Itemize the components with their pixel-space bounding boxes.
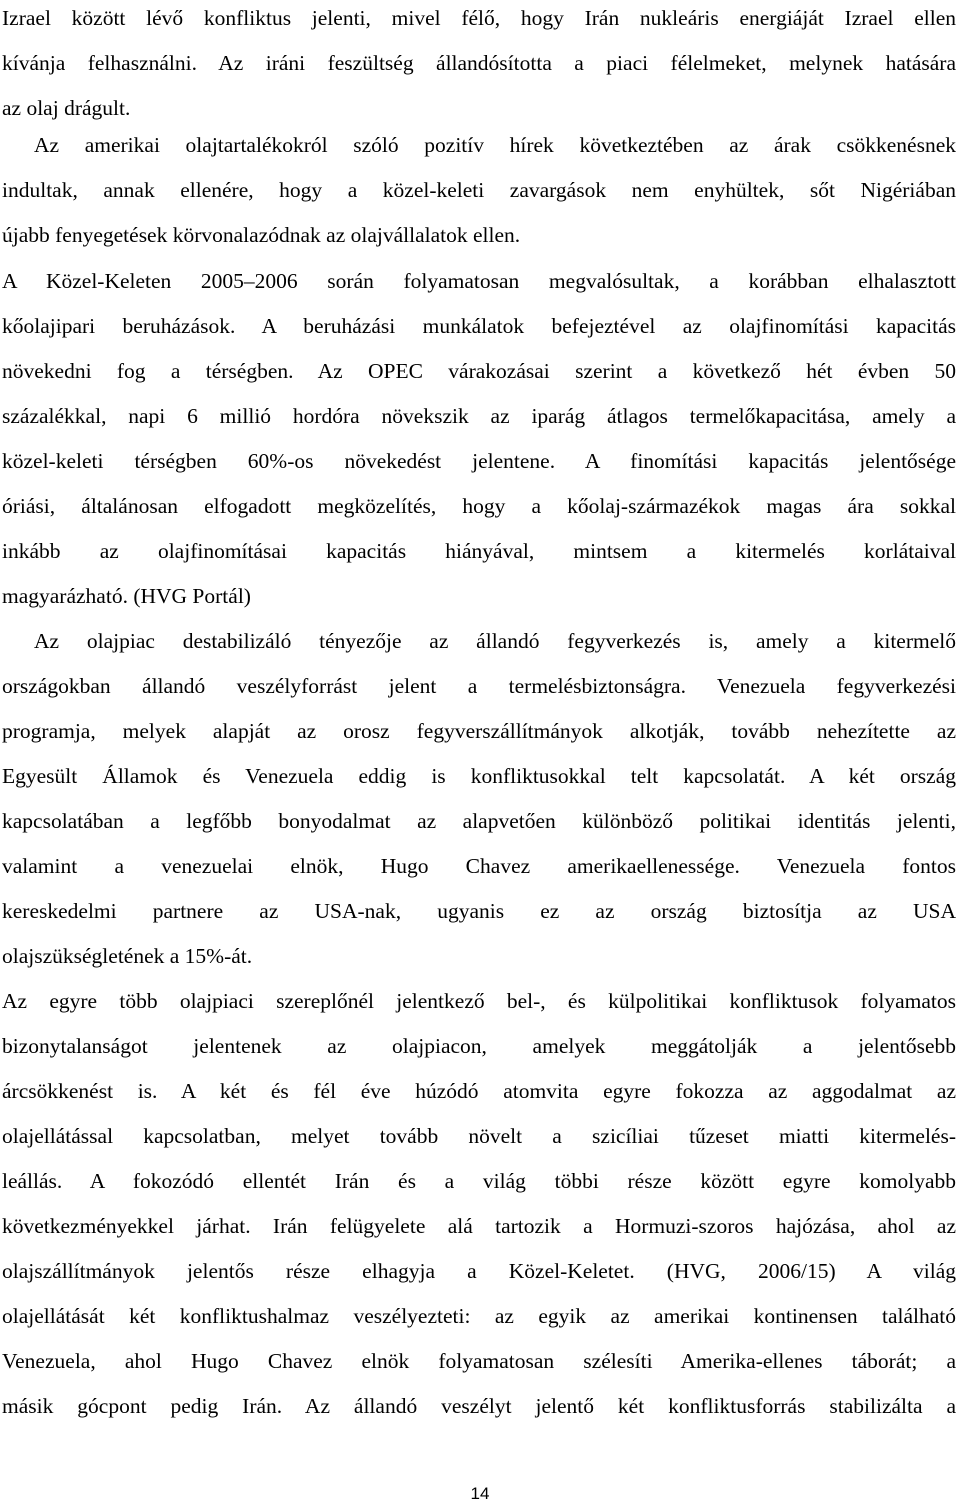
text-line: olajellátással kapcsolatban, melyet tovább növelt a szicíliai tűzeset miatti kitermelés- — [2, 1124, 956, 1148]
text-line: indultak, annak ellenére, hogy a közel-keleti zavargások nem enyhültek, sőt Nigériában — [2, 178, 956, 202]
text-line: magyarázható. (HVG Portál) — [2, 584, 251, 608]
text-line: olajellátását két konfliktushalmaz veszélyezteti: az egyik az amerikai kontinensen található — [2, 1304, 956, 1328]
paragraph-first-line: Az egyre több olajpiaci szereplőnél jelentkező bel-, és külpolitikai konfliktusok folyamatos — [2, 989, 956, 1013]
text-line: programja, melyek alapját az orosz fegyverszállítmányok alkotják, tovább nehezítette az — [2, 719, 956, 743]
text-line: következményekkel járhat. Irán felügyelete alá tartozik a Hormuzi-szoros hajózása, ahol az — [2, 1214, 956, 1238]
text-line: kívánja felhasználni. Az iráni feszültség állandósította a piaci félelmeket, melynek hatására — [2, 51, 956, 75]
page-number: 14 — [470, 1484, 490, 1503]
text-line: Izrael között lévő konfliktus jelenti, mivel félő, hogy Irán nukleáris energiáját Izrael ellen — [2, 6, 956, 30]
text-line: kereskedelmi partnere az USA-nak, ugyanis ez az ország biztosítja az USA — [2, 899, 956, 923]
text-line: Venezuela, ahol Hugo Chavez elnök folyamatosan szélesíti Amerika-ellenes táborát; a — [2, 1349, 956, 1373]
text-line: olajszükségletének a 15%-át. — [2, 944, 253, 968]
text-line: újabb fenyegetések körvonalazódnak az olajvállalatok ellen. — [2, 223, 521, 247]
text-line: óriási, általánosan elfogadott megközelítés, hogy a kőolaj-származékok magas ára sokkal — [2, 494, 956, 518]
text-line: kapcsolatában a legfőbb bonyodalmat az alapvetően különböző politikai identitás jelenti, — [2, 809, 956, 833]
paragraph-first-line: Az amerikai olajtartalékokról szóló pozitív hírek következtében az árak csökkenésnek — [34, 133, 956, 157]
text-line: leállás. A fokozódó ellentét Irán és a világ többi része között egyre komolyabb — [2, 1169, 956, 1193]
text-line: országokban állandó veszélyforrást jelent a termelésbiztonságra. Venezuela fegyverkezési — [2, 674, 956, 698]
text-line: olajszállítmányok jelentős része elhagyja a Közel-Keletet. (HVG, 2006/15) A világ — [2, 1259, 956, 1283]
text-line: közel-keleti térségben 60%-os növekedést jelentene. A finomítási kapacitás jelentősége — [2, 449, 956, 473]
text-line: százalékkal, napi 6 millió hordóra növekszik az iparág átlagos termelőkapacitása, amely a — [2, 404, 956, 428]
text-line: növekedni fog a térségben. Az OPEC várakozásai szerint a következő hét évben 50 — [2, 359, 956, 383]
text-line: árcsökkenést is. A két és fél éve húzódó atomvita egyre fokozza az aggodalmat az — [2, 1079, 956, 1103]
paragraph-first-line: A Közel-Keleten 2005–2006 során folyamatosan megvalósultak, a korábban elhalasztott — [2, 269, 956, 293]
text-line: másik gócpont pedig Irán. Az állandó veszélyt jelentő két konfliktusforrás stabilizálta a — [2, 1394, 956, 1418]
text-line: valamint a venezuelai elnök, Hugo Chavez amerikaellenessége. Venezuela fontos — [2, 854, 956, 878]
text-line: bizonytalanságot jelentenek az olajpiacon, amelyek meggátolják a jelentősebb — [2, 1034, 956, 1058]
text-line: kőolajipari beruházások. A beruházási munkálatok befejeztével az olajfinomítási kapacitás — [2, 314, 956, 338]
text-line: az olaj drágult. — [2, 96, 131, 120]
text-line: inkább az olajfinomításai kapacitás hiányával, mintsem a kitermelés korlátaival — [2, 539, 956, 563]
text-line: Egyesült Államok és Venezuela eddig is konfliktusokkal telt kapcsolatát. A két ország — [2, 764, 956, 788]
paragraph-first-line: Az olajpiac destabilizáló tényezője az állandó fegyverkezés is, amely a kitermelő — [34, 629, 956, 653]
